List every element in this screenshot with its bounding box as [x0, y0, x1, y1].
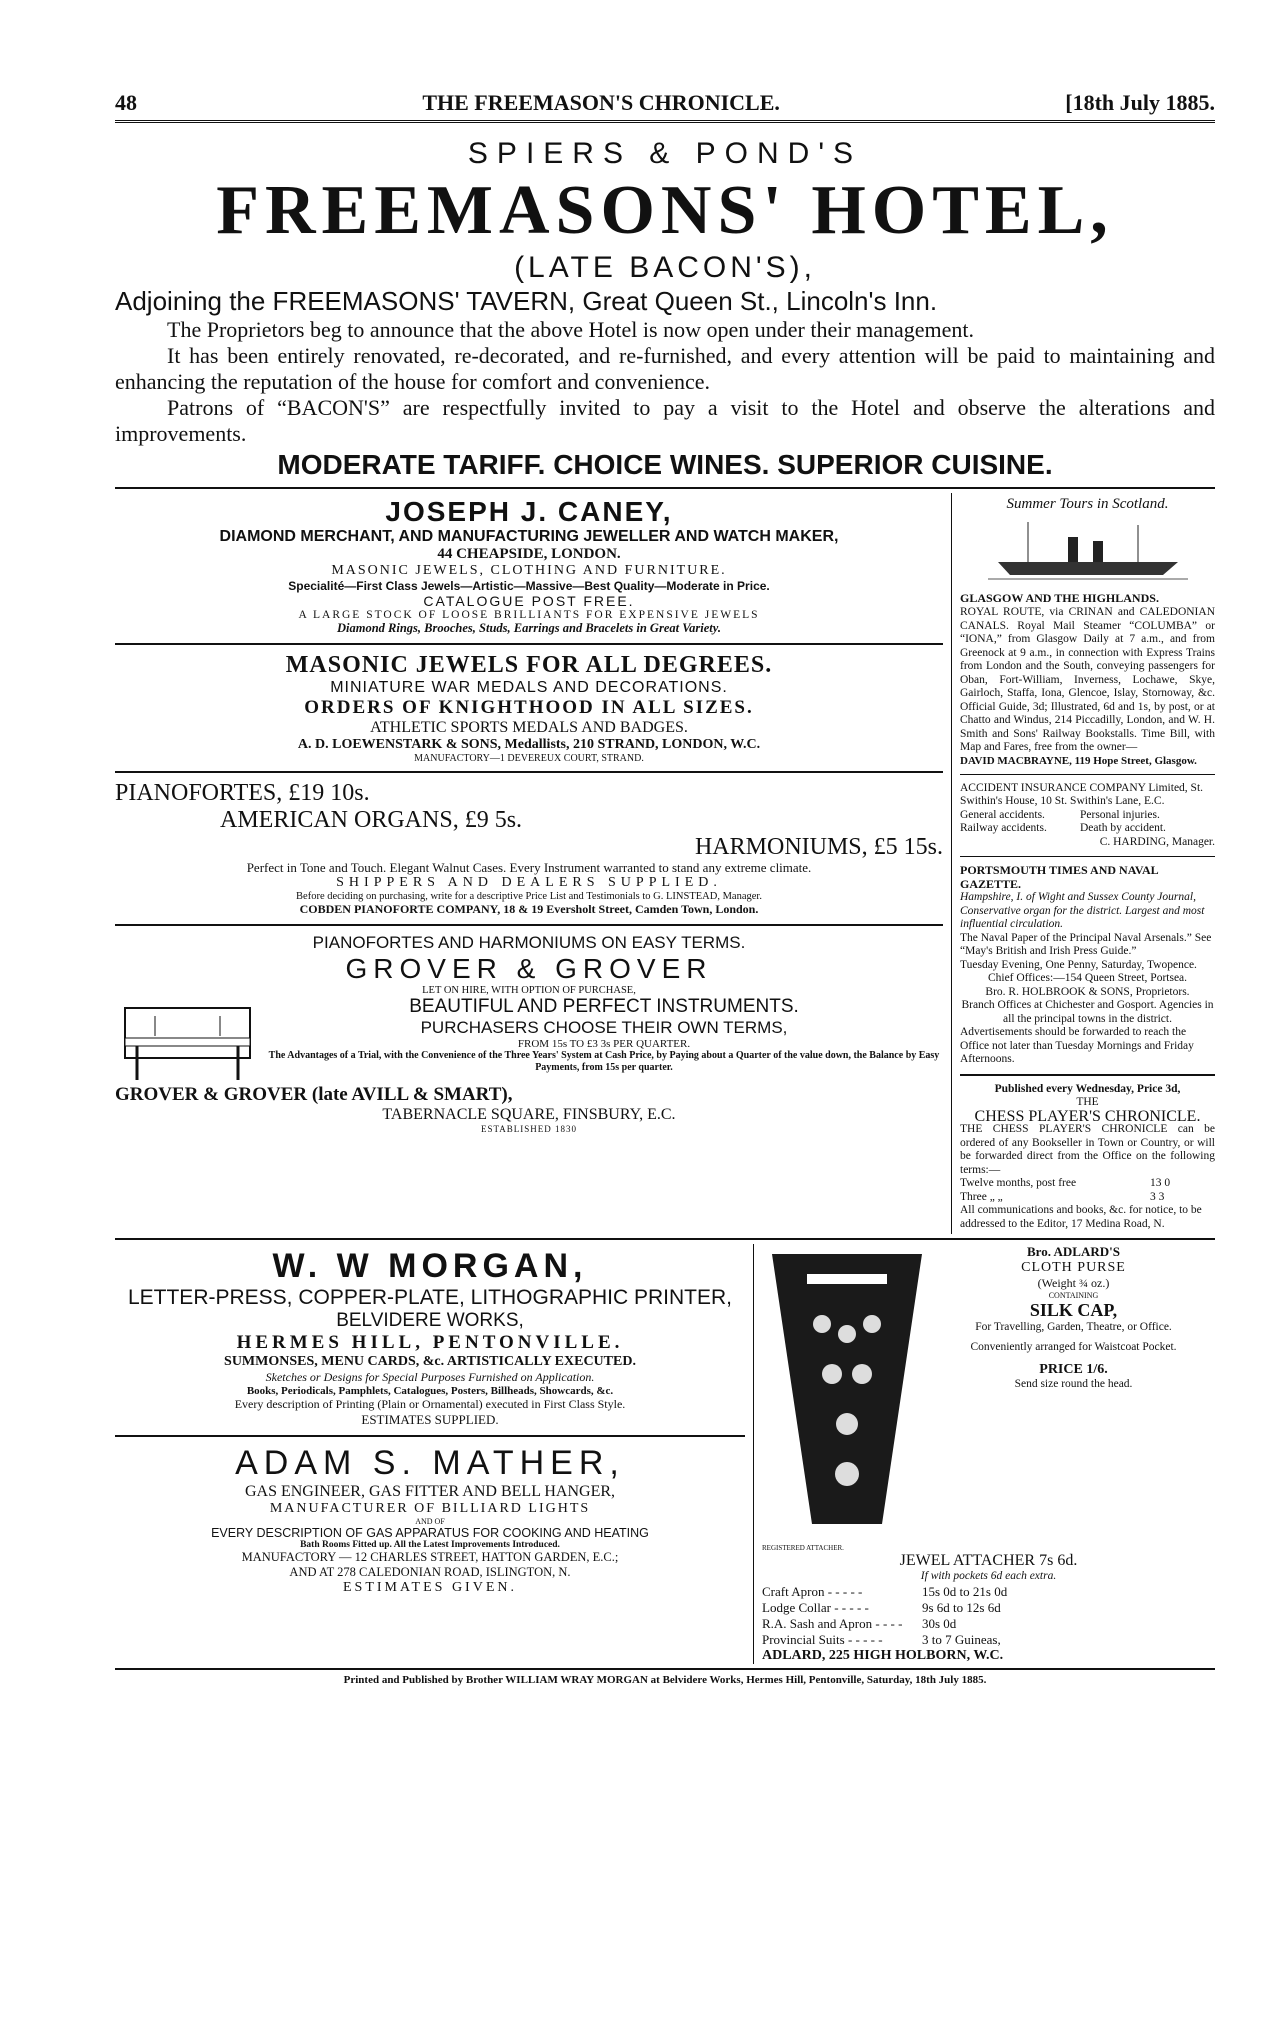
mather-and-of: AND OF	[415, 1517, 445, 1526]
chess-the: THE	[1076, 1096, 1099, 1108]
loewenstark-line-2: MINIATURE WAR MEDALS AND DECORATIONS.	[330, 679, 728, 696]
morgan-trade: LETTER-PRESS, COPPER-PLATE, LITHOGRAPHIC PRINTER,	[127, 1286, 733, 1309]
adlard-silk-cap: SILK CAP,	[1029, 1300, 1118, 1320]
hotel-proprietors: SPIERS & POND'S	[467, 137, 863, 170]
portsmouth-body-3: Tuesday Evening, One Penny, Saturday, Twopence.	[960, 958, 1197, 971]
middle-columns	[115, 493, 1215, 1234]
adlard-travelling: For Travelling, Garden, Theatre, or Office.	[975, 1321, 1172, 1333]
caney-stock: A LARGE STOCK OF LOOSE BRILLIANTS FOR EXPENSIVE JEWELS	[298, 609, 760, 621]
chess-advert	[960, 1080, 1215, 1235]
page-number: 48	[115, 90, 137, 115]
mather-billiard: MANUFACTURER OF BILLIARD LIGHTS	[269, 1501, 591, 1516]
morgan-name: W. W MORGAN,	[272, 1247, 588, 1285]
adlard-lodge-collar: Lodge Collar - - - - -	[762, 1599, 869, 1615]
accident-advert	[960, 779, 1215, 853]
grover-advantages: The Advantages of a Trial, with the Convenience of the Three Years' System at Cash Price, by Paying about a Quarter of the value down, the Balance by Easy Payments, from 15s per quarter.	[268, 1050, 940, 1073]
adlard-size: Send size round the head.	[1014, 1378, 1133, 1390]
accident-personal: Personal injuries.	[1080, 808, 1160, 821]
chess-twelve-price: 13 0	[1150, 1177, 1171, 1189]
steamer-illustration	[988, 517, 1188, 587]
morgan-summonses: SUMMONSES, MENU CARDS, &c. ARTISTICALLY EXECUTED.	[224, 1354, 636, 1369]
adlard-waistcoat: Conveniently arranged for Waistcoat Pocket.	[970, 1340, 1177, 1353]
grover-address: TABERNACLE SQUARE, FINSBURY, E.C.	[382, 1106, 676, 1123]
cobden-company: COBDEN PIANOFORTE COMPANY, 18 & 19 Eversholt Street, Camden Town, London.	[299, 902, 759, 916]
hotel-para-2: It has been entirely renovated, re-decorated, and re-furnished, and every attention will be paid to maintaining and enhancing the reputation of the house for comfort and convenience.	[115, 343, 1215, 394]
cobden-shippers: SHIPPERS AND DEALERS SUPPLIED.	[336, 875, 722, 890]
mather-trade: GAS ENGINEER, GAS FITTER AND BELL HANGER,	[244, 1483, 616, 1500]
grover-beautiful: BEAUTIFUL AND PERFECT INSTRUMENTS.	[409, 996, 799, 1017]
morgan-advert	[115, 1244, 745, 1431]
hotel-address: Adjoining the FREEMASONS' TAVERN, Great Queen St., Lincoln's Inn.	[115, 286, 938, 316]
scotland-title: Summer Tours in Scotland.	[1006, 496, 1169, 512]
caney-speciality: Specialité—First Class Jewels—Artistic—Massive—Best Quality—Moderate in Price.	[288, 579, 770, 593]
grover-headline: PIANOFORTES AND HARMONIUMS ON EASY TERMS.	[312, 933, 746, 952]
adlard-provincial: Provincial Suits - - - - -	[762, 1631, 883, 1647]
mather-caledonian: AND AT 278 CALEDONIAN ROAD, ISLINGTON, N.	[289, 1565, 571, 1579]
mather-advert	[115, 1441, 745, 1599]
loewenstark-line-1: MASONIC JEWELS FOR ALL DEGREES.	[285, 652, 773, 678]
grover-price: FROM 15s TO £3 3s PER QUARTER.	[517, 1038, 691, 1050]
jewel-attacher-illustration	[762, 1244, 932, 1544]
hotel-advert	[115, 137, 1215, 483]
morgan-estimates: ESTIMATES SUPPLIED.	[361, 1412, 499, 1427]
loewenstark-line-3: ORDERS OF KNIGHTHOOD IN ALL SIZES.	[304, 697, 754, 718]
hotel-name: FREEMASONS' HOTEL,	[216, 172, 1114, 249]
loewenstark-advert	[115, 649, 943, 767]
bottom-left	[115, 1244, 753, 1664]
cobden-advert	[115, 777, 943, 920]
left-column	[115, 493, 951, 1234]
portsmouth-body-6: Branch Offices at Chichester and Gosport. Agencies in all the principal towns in the district.	[961, 999, 1214, 1025]
caney-address: 44 CHEAPSIDE, LONDON.	[437, 546, 621, 562]
page-header	[115, 90, 1215, 123]
mather-apparatus: EVERY DESCRIPTION OF GAS APPARATUS FOR COOKING AND HEATING	[211, 1526, 649, 1540]
accident-railway: Railway accidents.	[960, 822, 1047, 834]
grover-purchasers: PURCHASERS CHOOSE THEIR OWN TERMS,	[420, 1018, 788, 1037]
adlard-bro: Bro. ADLARD'S	[1027, 1244, 1120, 1259]
chess-twelve-months: Twelve months, post free	[960, 1177, 1077, 1189]
scotland-owner: DAVID MACBRAYNE, 119 Hope Street, Glasgow.	[960, 754, 1197, 767]
cobden-pianofortes: PIANOFORTES, £19 10s.	[115, 780, 370, 806]
hotel-late: (LATE BACON'S),	[514, 251, 816, 284]
chess-body: THE CHESS PLAYER'S CHRONICLE can be ordered of any Bookseller in Town or Country, or will be forwarded direct from the Office on the following terms:—	[960, 1123, 1215, 1176]
issue-date: [18th July 1885.	[1065, 90, 1215, 115]
mather-manufactory: MANUFACTORY — 12 CHARLES STREET, HATTON GARDEN, E.C.;	[241, 1550, 619, 1564]
grover-address-name: GROVER & GROVER (late AVILL & SMART),	[115, 1084, 513, 1105]
hotel-para-3: Patrons of “BACON'S” are respectfully invited to pay a visit to the Hotel and observe the alterations and improvements.	[115, 395, 1215, 446]
publication-title: THE FREEMASON'S CHRONICLE.	[422, 90, 780, 115]
adlard-pockets: If with pockets 6d each extra.	[920, 1570, 1057, 1582]
mather-name: ADAM S. MATHER,	[235, 1444, 625, 1482]
chess-three-price: 3 3	[1150, 1190, 1165, 1203]
chess-end: All communications and books, &c. for notice, to be addressed to the Editor, 17 Medina Road, N.	[960, 1204, 1202, 1230]
portsmouth-body-4: Chief Offices:—154 Queen Street, Portsea.	[987, 972, 1188, 984]
portsmouth-body-5: Bro. R. HOLBROOK & SONS, Proprietors.	[985, 985, 1190, 998]
chess-published: Published every Wednesday, Price 3d,	[994, 1082, 1181, 1095]
piano-illustration	[115, 996, 265, 1084]
morgan-books: Books, Periodicals, Pamphlets, Catalogues, Posters, Billheads, Showcards, &c.	[246, 1385, 614, 1397]
hotel-para-1: The Proprietors beg to announce that the above Hotel is now open under their management.	[167, 317, 975, 342]
portsmouth-body-2: The Naval Paper of the Principal Naval Arsenals.” See “May's British and Irish Press Guide.”	[960, 931, 1212, 957]
accident-company: ACCIDENT INSURANCE COMPANY Limited, St. Swithin's House, 10 St. Swithin's Lane, E.C.	[960, 781, 1204, 807]
morgan-printing: Every description of Printing (Plain or Ornamental) executed in First Class Style.	[234, 1397, 626, 1411]
mather-bath: Bath Rooms Fitted up. All the Latest Improvements Introduced.	[300, 1540, 560, 1550]
mather-estimates: ESTIMATES GIVEN.	[343, 1580, 517, 1595]
accident-death: Death by accident.	[1080, 822, 1166, 834]
caney-name: JOSEPH J. CANEY,	[385, 496, 673, 527]
adlard-purse: CLOTH PURSE	[1021, 1260, 1126, 1275]
scotland-head: GLASGOW AND THE HIGHLANDS.	[960, 591, 1159, 605]
caney-catalogue: CATALOGUE POST FREE.	[423, 593, 635, 609]
adlard-weight: (Weight ¾ oz.)	[1037, 1276, 1110, 1290]
adlard-craft-price: 15s 0d to 21s 0d	[922, 1583, 1008, 1599]
cobden-quality: Perfect in Tone and Touch. Elegant Walnut Cases. Every Instrument warranted to stand any extreme climate.	[246, 860, 812, 875]
caney-masonic: MASONIC JEWELS, CLOTHING AND FURNITURE.	[331, 563, 727, 578]
caney-rings: Diamond Rings, Brooches, Studs, Earrings and Bracelets in Great Variety.	[337, 621, 721, 635]
portsmouth-title: PORTSMOUTH TIMES AND NAVAL GAZETTE.	[960, 863, 1158, 891]
grover-name: GROVER & GROVER	[345, 953, 713, 984]
adlard-registered: REGISTERED ATTACHER.	[762, 1544, 844, 1552]
bottom-columns	[115, 1244, 1215, 1664]
newspaper-page	[115, 90, 1215, 1686]
adlard-craft-apron: Craft Apron - - - - -	[762, 1583, 863, 1599]
page-footer: Printed and Published by Brother WILLIAM WRAY MORGAN at Belvidere Works, Hermes Hill, Pentonville, Saturday, 18th July 1885.	[343, 1673, 987, 1686]
adlard-jewel-attacher: JEWEL ATTACHER 7s 6d.	[899, 1552, 1078, 1569]
adlard-advert	[753, 1244, 1215, 1664]
accident-manager: C. HARDING, Manager.	[1099, 835, 1215, 848]
portsmouth-body-7: Advertisements should be forwarded to reach the Office not later than Tuesday Mornings and Friday Afternoons.	[960, 1026, 1194, 1065]
portsmouth-body-1: Hampshire, I. of Wight and Sussex County Journal, Conservative organ for the district. Largest and most influential circulation.	[960, 891, 1205, 930]
accident-general: General accidents.	[960, 808, 1045, 821]
adlard-ra-price: 30s 0d	[922, 1615, 957, 1631]
right-column	[951, 493, 1215, 1234]
portsmouth-advert	[960, 861, 1215, 1070]
scotland-advert	[960, 493, 1215, 770]
grover-advert	[115, 930, 943, 1137]
adlard-containing: CONTAINING	[1048, 1291, 1099, 1300]
cobden-deciding: Before deciding on purchasing, write for a descriptive Price List and Testimonials to G. LINSTEAD, Manager.	[296, 891, 762, 902]
morgan-sketches: Sketches or Designs for Special Purposes Furnished on Application.	[265, 1370, 595, 1384]
grover-established: ESTABLISHED 1830	[480, 1124, 578, 1134]
adlard-price: PRICE 1/6.	[1039, 1362, 1108, 1377]
scotland-body: ROYAL ROUTE, via CRINAN and CALEDONIAN CANALS. Royal Mail Steamer “COLUMBA” or “IONA,” from Glasgow Daily at 7 a.m., and from Greenock at 9 a.m., in connection with Express Trains from London and the South, conveying passengers for Oban, Fort-William, Inverness, Lochawe, Skye, Gairloch, Staffa, Iona, Glencoe, Islay, Stornoway, &c. Official Guide, 3d; Illustrated, 6d and 1s, by post, or at Chatto and Windus, 214 Piccadilly, London, and W. H. Smith and Sons' Railway Bookstalls. Time Bill, with Map and Fares, free from the owner—	[960, 606, 1215, 753]
caney-advert	[115, 493, 943, 639]
morgan-place: HERMES HILL, PENTONVILLE.	[236, 1332, 624, 1353]
adlard-lodge-price: 9s 6d to 12s 6d	[922, 1599, 1001, 1615]
chess-three-months: Three „ „	[960, 1190, 1003, 1203]
adlard-address: ADLARD, 225 HIGH HOLBORN, W.C.	[762, 1647, 1004, 1663]
morgan-works: BELVIDERE WORKS,	[336, 1310, 524, 1331]
chess-title: CHESS PLAYER'S CHRONICLE.	[974, 1107, 1201, 1125]
cobden-harmoniums: HARMONIUMS, £5 15s.	[694, 834, 943, 860]
cobden-organs: AMERICAN ORGANS, £9 5s.	[220, 807, 523, 833]
grover-hire: LET ON HIRE, WITH OPTION OF PURCHASE,	[422, 985, 636, 996]
loewenstark-line-5: A. D. LOEWENSTARK & SONS, Medallists, 210 STRAND, LONDON, W.C.	[297, 737, 761, 752]
caney-trade: DIAMOND MERCHANT, AND MANUFACTURING JEWELLER AND WATCH MAKER,	[219, 528, 839, 545]
adlard-ra-sash: R.A. Sash and Apron - - - -	[762, 1615, 903, 1631]
loewenstark-line-6: MANUFACTORY—1 DEVEREUX COURT, STRAND.	[414, 753, 644, 764]
hotel-tagline: MODERATE TARIFF. CHOICE WINES. SUPERIOR CUISINE.	[277, 449, 1053, 480]
adlard-provincial-price: 3 to 7 Guineas,	[922, 1631, 1001, 1647]
loewenstark-line-4: ATHLETIC SPORTS MEDALS AND BADGES.	[370, 719, 688, 736]
